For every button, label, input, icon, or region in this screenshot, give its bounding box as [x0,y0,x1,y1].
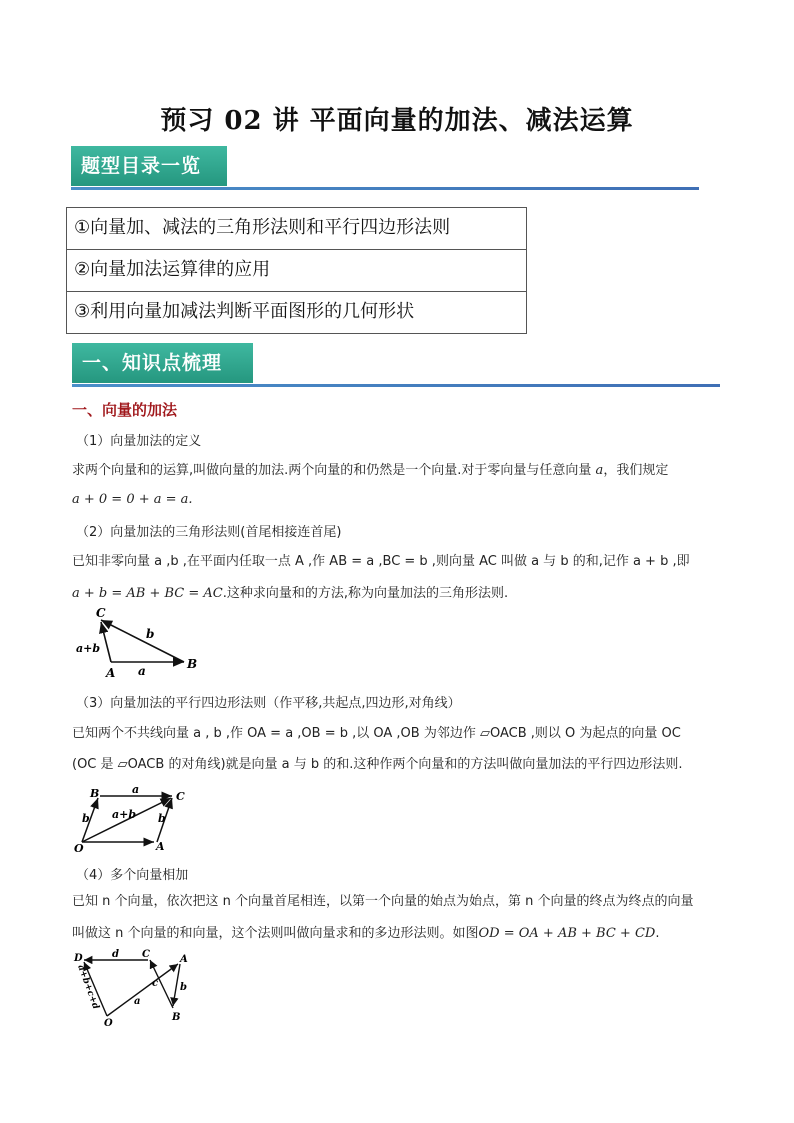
knowledge-banner [72,343,253,383]
paragraph-2b [72,582,508,601]
toc-item-2[interactable]: ②向量加法运算律的应用 [67,250,526,292]
paragraph-1-text: 求两个向量和的运算,叫做向量的加法.两个向量的和仍然是一个向量.对于零向量与任意向量 [72,463,592,478]
paragraph-3b: (OC 是 ▱OACB 的对角线)就是向量 a 与 b 的和.这种作两个向量和的方法叫做向量加法的平行四边形法则. [72,757,683,772]
paragraph-2a: 已知非零向量 a ,b ,在平面内任取一点 A ,作 AB = a ,BC = b ,则向量 AC 叫做 a 与 b 的和,记作 a + b ,即 [72,554,690,569]
vector-a: a [595,463,604,478]
toc-banner-rule [71,187,699,190]
paragraph-1-end: ，我们规定 [603,463,669,478]
label-c: c [152,978,159,989]
toc-banner-label: 题型目录一览 [81,155,202,177]
label-C: C [96,606,106,620]
vector-ab-line [173,964,180,1006]
polygon-rule-formula: OD = OA + AB + BC + CD [478,926,656,941]
label-O: O [104,1018,113,1028]
label-b-right: b [158,812,166,825]
polygon-rule-figure [72,948,202,1028]
label-b-left: b [82,812,90,825]
label-a: a [138,664,146,678]
subheading-1: （1）向量加法的定义 [76,434,202,449]
paragraph-4b-text: 叫做这 n 个向量的和向量，这个法则叫做向量求和的多边形法则。如图 [72,926,479,941]
paragraph-3a: 已知两个不共线向量 a , b ,作 OA = a ,OB = b ,以 OA ,OB 为邻边作 ▱OACB ,则以 O 为起点的向量 OC [72,726,681,741]
label-A: A [180,954,188,965]
label-O: O [74,842,84,855]
toc-item-1[interactable]: ①向量加、减法的三角形法则和平行四边形法则 [67,208,526,250]
label-A: A [156,840,165,853]
zero-vector-rule: a + 0 = 0 + a = a. [72,492,193,507]
paragraph-4b: 叫做这 n 个向量的和向量，这个法则叫做向量求和的多边形法则。如图OD = OA + AB + BC + CD. [72,926,660,941]
knowledge-banner-rule [72,384,720,387]
toc-banner [71,146,227,186]
paragraph-2b-text: .这种求向量和的方法,称为向量加法的三角形法则. [222,586,509,601]
label-B: B [90,787,100,800]
label-a-plus-b: a+b [112,808,137,821]
label-a: a [134,996,141,1007]
triangle-rule-formula: a + b = AB + BC = AC [72,586,223,601]
label-A: A [106,666,116,680]
toc-item-3[interactable]: ③利用向量加减法判断平面图形的几何形状 [74,301,415,322]
paragraph-4a: 已知 n 个向量，依次把这 n 个向量首尾相连，以第一个向量的始点为始点，第 n 个向量的终点为终点的向量 [72,894,694,909]
subheading-4: （4）多个向量相加 [76,868,189,883]
label-D: D [74,953,83,964]
label-d: d [112,949,119,960]
label-b: b [146,627,155,641]
vector-bc-line [101,620,184,662]
knowledge-banner-label: 一、知识点梳理 [82,352,223,374]
paragraph-1 [72,459,668,478]
label-b: b [180,982,187,993]
toc-table [66,207,527,334]
label-sum: a+b+c+d [75,963,101,1011]
vector-ac-line [101,622,111,662]
vector-oa-line [107,964,178,1016]
parallelogram-rule-figure [72,784,202,856]
label-a-top: a [132,784,140,796]
label-B: B [172,1012,181,1023]
label-a-plus-b: a+b [76,642,101,655]
section-heading: 一、向量的加法 [72,401,178,419]
label-C: C [176,790,185,803]
triangle-rule-figure [74,604,204,680]
subheading-2: （2）向量加法的三角形法则(首尾相接连首尾) [76,525,342,540]
subheading-3: （3）向量加法的平行四边形法则（作平移,共起点,四边形,对角线） [76,696,461,711]
page-title: 预习 02 讲 平面向量的加法、减法运算 [160,106,634,136]
label-C: C [142,949,150,960]
label-B: B [187,657,198,671]
